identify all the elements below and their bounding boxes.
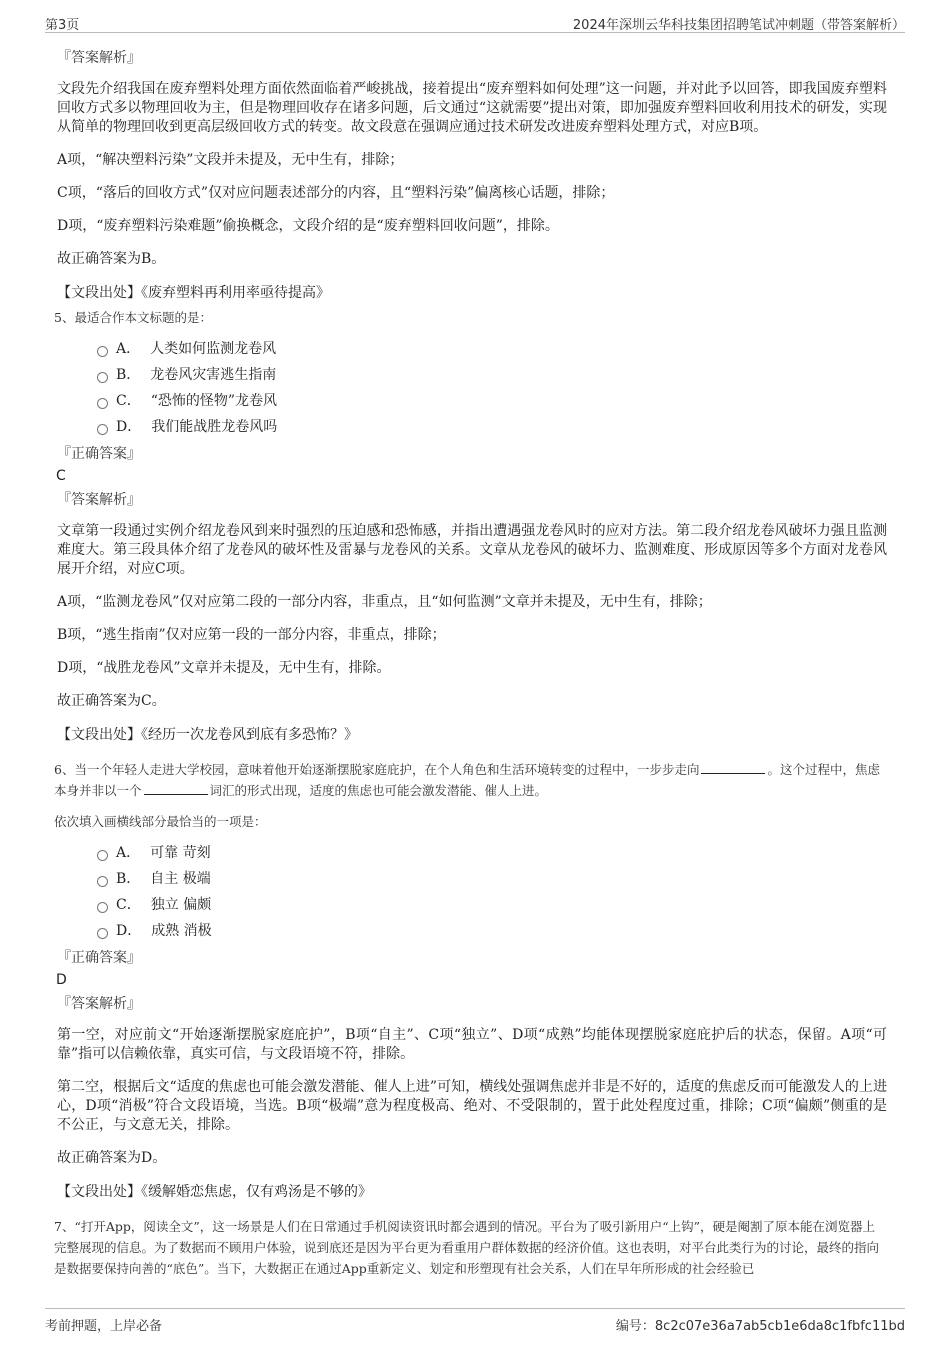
page-footer [45,1308,905,1339]
radio-button[interactable] [97,928,108,939]
option-label: 人类如何监测龙卷风 [150,341,277,357]
option-b[interactable]: B． 龙卷风灾害逃生指南 [97,362,887,388]
fill-blank-2 [144,781,208,795]
radio-button[interactable] [97,372,108,383]
document-body [54,42,887,1279]
passage-source: 【文段出处】《缓解婚恋焦虑，仅有鸡汤是不够的》 [57,1184,372,1200]
page-header [45,12,905,33]
radio-button[interactable] [97,876,108,887]
analysis-option-a: A项，“解决塑料污染”文段并未提及，无中生有，排除； [57,152,404,168]
question-7-text: 7、“打开App，阅读全文”，这一场景是人们在日常通过手机阅读资讯时都会遇到的情况。平台为了吸引新用户“上钩”，硬是阉割了原本能在浏览器上完整展现的信息。为了数据而不顾用户体验，说到底还是因为平台更为看重用户群体数据的经济价值。这也表明，对平台此类行为的讨论，最终的指向是数据要保持向善的“底色”。当下，大数据正在通过App重新定义、划定和形塑现有社会关系，人们在早年所形成的社会经验已 [54,1219,880,1276]
question-5-text: 5、最适合作本文标题的是： [54,310,212,325]
analysis-conclusion: 故正确答案为C。 [57,693,166,709]
option-a[interactable]: A． 可靠 苛刻 [97,840,887,866]
option-d[interactable]: D． 成熟 消极 [97,918,887,944]
passage-source: 【文段出处】《废弃塑料再利用率亟待提高》 [57,285,330,301]
radio-button[interactable] [97,850,108,861]
radio-button[interactable] [97,902,108,913]
radio-button[interactable] [97,346,108,357]
answer-heading: 『正确答案』 [57,950,141,966]
analysis-heading: 『答案解析』 [57,50,141,66]
option-a[interactable]: A． 人类如何监测龙卷风 [97,336,887,362]
footer-slogan: 考前押题，上岸必备 [45,1319,163,1334]
question-5-options [97,336,887,440]
analysis-paragraph-1: 第一空，对应前文“开始逐渐摆脱家庭庇护”，B项“自主”、C项“独立”、D项“成熟”均能体现摆脱家庭庇护后的状态，保留。A项“可靠”指可以信赖依靠，真实可信，与文段语境不符，排除。 [57,1027,887,1062]
fill-blank-1 [701,760,765,774]
analysis-option-a: A项，“监测龙卷风”仅对应第二段的一部分内容，非重点，且“如何监测”文章并未提及，无中生有，排除； [57,594,712,610]
option-c[interactable]: C． “恐怖的怪物”龙卷风 [97,388,887,414]
analysis-option-d: D项，“废弃塑料污染难题”偷换概念，文段介绍的是“废弃塑料回收问题”，排除。 [57,218,559,234]
analysis-option-d: D项，“战胜龙卷风”文章并未提及，无中生有，排除。 [57,660,391,676]
option-b[interactable]: B． 自主 极端 [97,866,887,892]
option-label: 龙卷风灾害逃生指南 [150,367,277,383]
option-label: “恐怖的怪物”龙卷风 [150,393,278,409]
page-number: 第3页 [45,18,80,33]
document-id: 编号：8c2c07e36a7ab5cb1e6da8c1fbfc11bd [615,1319,905,1334]
question-6-prompt: 依次填入画横线部分最恰当的一项是： [54,814,267,829]
analysis-heading: 『答案解析』 [57,996,141,1012]
document-title: 2024年深圳云华科技集团招聘笔试冲刺题（带答案解析） [572,18,905,33]
analysis-paragraph: 文章第一段通过实例介绍龙卷风到来时强烈的压迫感和恐怖感，并指出遭遇强龙卷风时的应对方法。第二段介绍龙卷风破坏力强且监测难度大。第三段具体介绍了龙卷风的破坏性及雷暴与龙卷风的关系。文章从龙卷风的破坏力、监测难度、形成原因等多个方面对龙卷风展开介绍，对应C项。 [57,523,887,577]
option-label: 我们能战胜龙卷风吗 [151,419,278,435]
option-d[interactable]: D． 我们能战胜龙卷风吗 [97,414,887,440]
analysis-conclusion: 故正确答案为B。 [57,251,166,267]
analysis-conclusion: 故正确答案为D。 [57,1150,167,1166]
passage-source: 【文段出处】《经历一次龙卷风到底有多恐怖？》 [57,727,358,743]
radio-button[interactable] [97,424,108,435]
correct-answer: D [56,972,67,988]
option-label: 成熟 消极 [151,923,212,939]
question-6-text: 6、当一个年轻人走进大学校园，意味着他开始逐渐摆脱家庭庇护，在个人角色和生活环境转变的过程中，一步步走向 。这个过程中，焦虑本身并非以一个 词汇的形式出现，适度的焦虑也可能会激发潜能、催人上进。 [54,762,880,798]
option-c[interactable]: C． 独立 偏颇 [97,892,887,918]
analysis-option-c: C项，“落后的回收方式”仅对应问题表述部分的内容，且“塑料污染”偏离核心话题，排除； [57,185,615,201]
analysis-paragraph-2: 第二空，根据后文“适度的焦虑也可能会激发潜能、催人上进”可知，横线处强调焦虑并非是不好的，适度的焦虑反而可能激发人的上进心，D项“消极”符合文段语境，当选。B项“极端”意为程度极高、绝对、不受限制的，置于此处程度过重，排除；C项“偏颇”侧重的是不公正，与文意无关，排除。 [57,1079,887,1133]
option-label: 自主 极端 [150,871,211,887]
radio-button[interactable] [97,398,108,409]
option-label: 可靠 苛刻 [150,845,211,861]
analysis-paragraph: 文段先介绍我国在废弃塑料处理方面依然面临着严峻挑战，接着提出“废弃塑料如何处理”这一问题，并对此予以回答，即我国废弃塑料回收方式多以物理回收为主，但是物理回收存在诸多问题，后文通过“这就需要”提出对策，即加强废弃塑料回收利用技术的研发，实现从简单的物理回收到更高层级回收方式的转变。故文段意在强调应通过技术研发改进废弃塑料处理方式，对应B项。 [57,81,887,135]
answer-heading: 『正确答案』 [57,446,141,462]
correct-answer: C [56,468,66,484]
analysis-option-b: B项，“逃生指南”仅对应第一段的一部分内容，非重点，排除； [57,627,446,643]
option-label: 独立 偏颇 [150,897,212,913]
analysis-heading: 『答案解析』 [57,492,141,508]
question-6-options [97,840,887,944]
